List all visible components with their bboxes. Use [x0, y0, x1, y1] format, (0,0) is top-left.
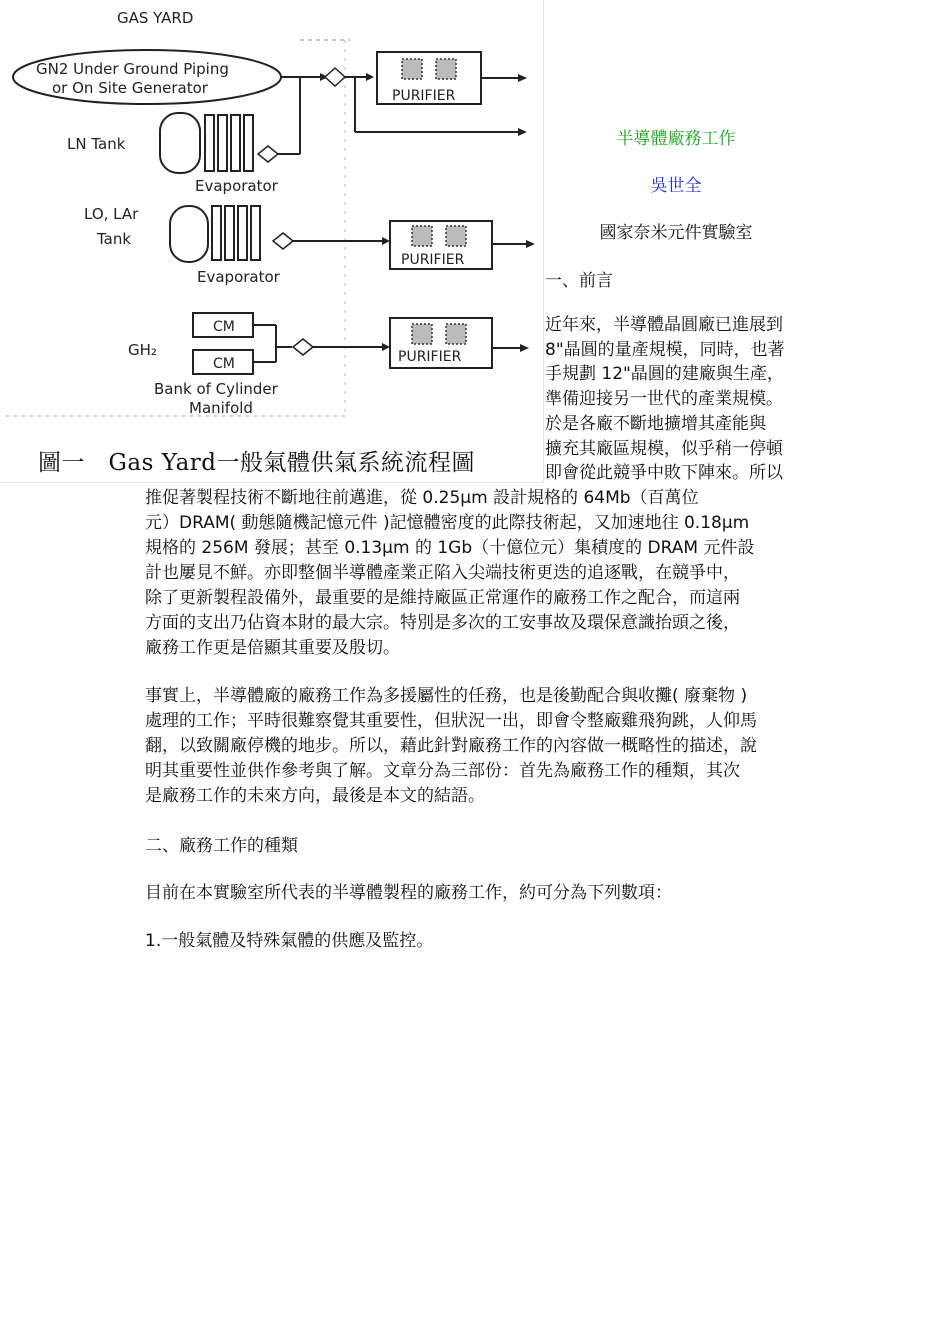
paragraph-line: 計也屢見不鮮。亦即整個半導體產業正陷入尖端技術更迭的追逐戰，在競爭中， [145, 563, 740, 583]
paragraph-line: 除了更新製程設備外，最重要的是維持廠區正常運作的廠務工作之配合，而這兩 [145, 588, 740, 608]
list-item-1: 1.一般氣體及特殊氣體的供應及監控。 [145, 931, 434, 951]
evaporator-label-1: Evaporator [195, 177, 278, 195]
gas-yard-label: GAS YARD [117, 9, 194, 27]
valve-diamond-1 [325, 68, 345, 86]
paragraph-line: 準備迎接另一世代的產業規模。 [545, 389, 783, 410]
gn2-label-line2: or On Site Generator [52, 79, 208, 97]
paragraph-1-right [545, 313, 807, 486]
gas-flow-diagram [0, 0, 543, 482]
section-heading-1: 一、前言 [545, 271, 613, 291]
article-affiliation: 國家奈米元件實驗室 [599, 223, 753, 243]
paragraph-line: 即會從此競爭中敗下陣來。所以 [545, 463, 783, 484]
paragraph-line: 處理的工作；平時很難察覺其重要性，但狀況一出，即會令整廠雞飛狗跳，人仰馬 [145, 711, 757, 731]
purifier-label-2: PURIFIER [401, 252, 465, 268]
paragraph-1-continued [145, 486, 810, 661]
paragraph-line: 近年來，半導體晶圓廠已進展到 [545, 315, 783, 335]
lo-lar-tank [170, 206, 208, 262]
paragraph-line: 擴充其廠區規模，似乎稍一停頓 [545, 438, 783, 459]
paragraph-line: 是廠務工作的未來方向，最後是本文的結語。 [145, 786, 485, 806]
purifier-label-1: PURIFIER [392, 88, 456, 104]
gn2-label-line1: GN2 Under Ground Piping [36, 60, 229, 78]
bank-label-2: Manifold [189, 399, 253, 417]
article-title: 半導體廠務工作 [616, 129, 736, 149]
paragraph-line: 廠務工作更是倍顯其重要及殷切。 [145, 638, 400, 658]
bank-label-1: Bank of Cylinder [154, 380, 278, 398]
paragraph-line: 翻，以致關廠停機的地步。所以，藉此針對廠務工作的內容做一概略性的描述，說 [145, 736, 757, 756]
paragraph-line: 規格的 256M 發展；甚至 0.13µm 的 1Gb（十億位元）集積度的 DRAM 元件設 [145, 538, 755, 558]
cm-label-1: CM [213, 319, 235, 335]
evaporator-label-2: Evaporator [197, 268, 280, 286]
paragraph-line: 於是各廠不斷地擴增其產能與 [545, 413, 766, 434]
evaporator-2 [212, 206, 260, 260]
paragraph-line: 明其重要性並供作參考與了解。文章分為三部份：首先為廠務工作的種類，其次 [145, 761, 740, 781]
paragraph-3: 目前在本實驗室所代表的半導體製程的廠務工作，約可分為下列數項： [145, 883, 672, 903]
cm-label-2: CM [213, 356, 235, 372]
figure-caption: 圖一 Gas Yard一般氣體供氣系統流程圖 [38, 450, 476, 476]
paragraph-line: 元）DRAM( 動態隨機記憶元件 )記憶體密度的此際技術起，又加速地往 0.18µm [145, 513, 750, 533]
paragraph-line: 方面的支出乃佔資本財的最大宗。特別是多次的工安事故及環保意識抬頭之後， [145, 613, 740, 633]
ln-tank [160, 113, 200, 173]
article-author[interactable]: 吳世全 [650, 176, 702, 196]
paragraph-line: 手規劃 12"晶圓的建廠與生產， [545, 364, 784, 385]
paragraph-2 [145, 684, 810, 809]
lo-lar-label-1: LO, LAr [84, 205, 139, 223]
evaporator-1 [205, 115, 253, 171]
gas-yard-figure [0, 0, 544, 483]
paragraph-line: 事實上，半導體廠的廠務工作為多援屬性的任務，也是後勤配合與收攤( 廢棄物 ) [145, 686, 748, 706]
section-heading-2: 二、廠務工作的種類 [145, 836, 298, 856]
lo-lar-label-2: Tank [97, 230, 132, 248]
gh2-label: GH₂ [128, 341, 157, 359]
ln-tank-label: LN Tank [67, 135, 126, 153]
paragraph-line: 推促著製程技術不斷地往前邁進，從 0.25µm 設計規格的 64Mb（百萬位 [145, 488, 699, 508]
paragraph-line: 8"晶圓的量產規模，同時，也著 [545, 339, 785, 360]
purifier-label-3: PURIFIER [398, 349, 462, 365]
